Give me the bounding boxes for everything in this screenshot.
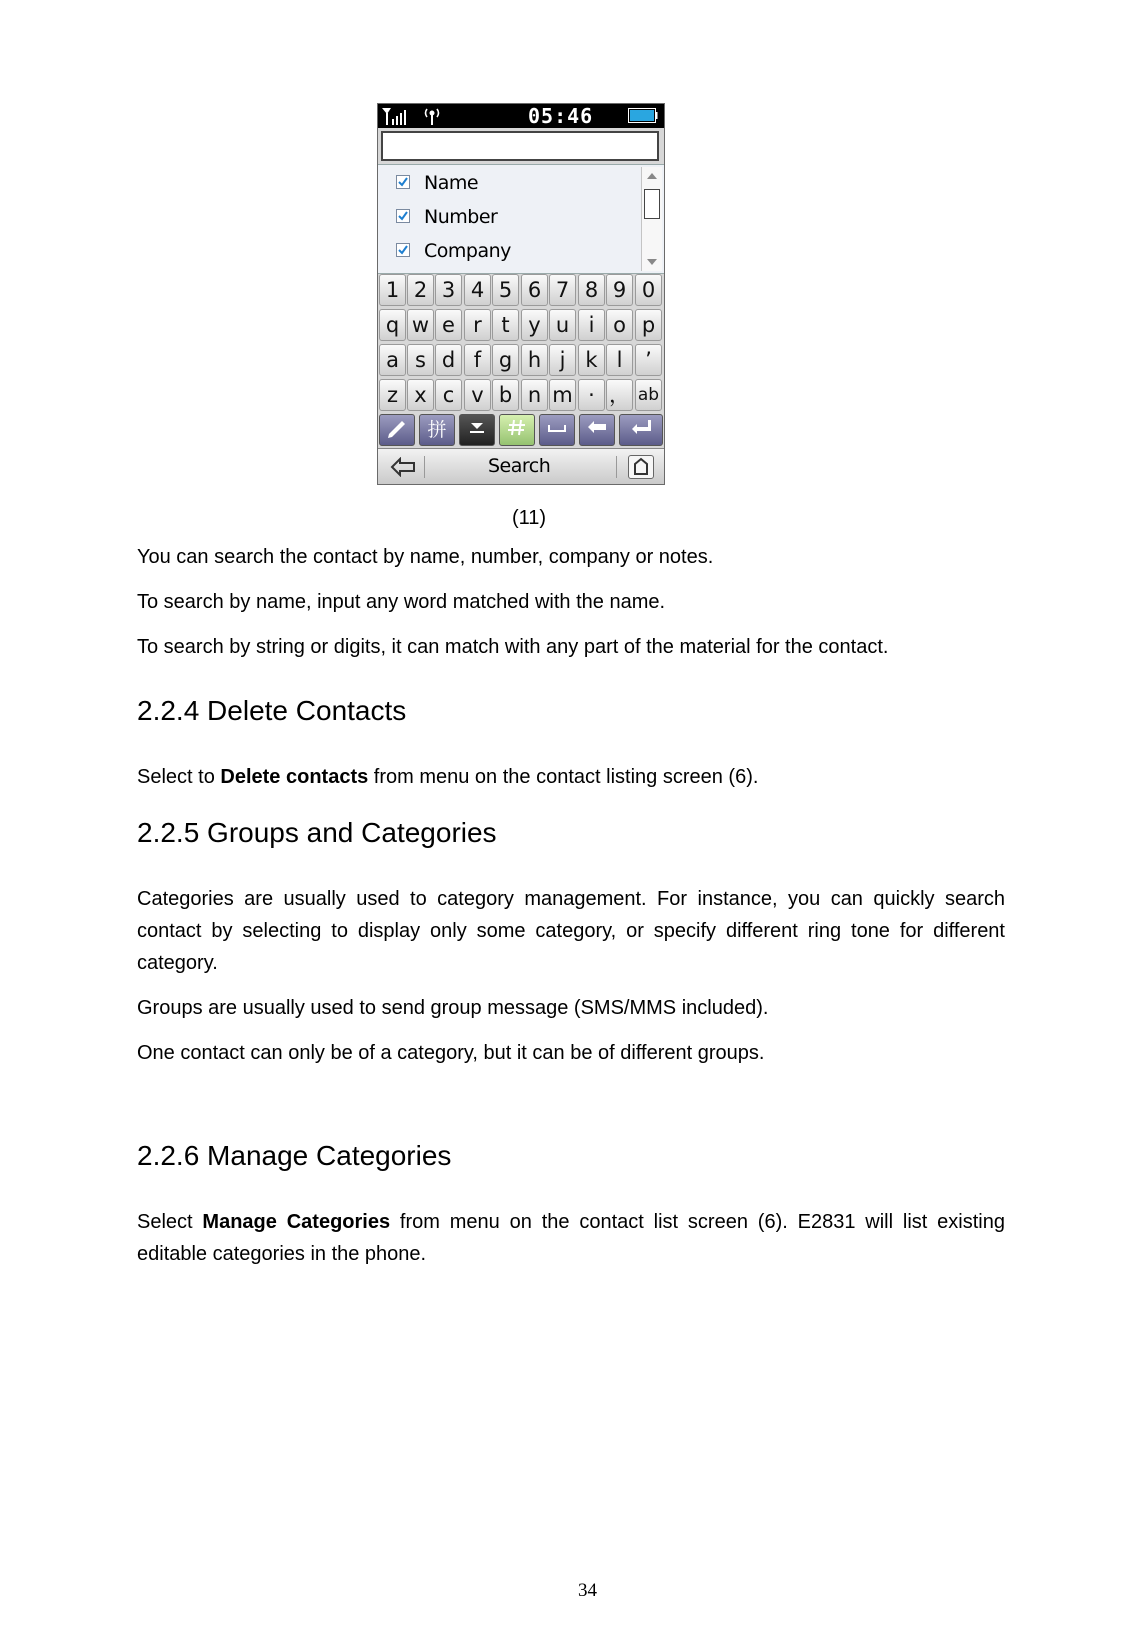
key[interactable]: 7 bbox=[549, 274, 576, 306]
key[interactable]: · bbox=[578, 379, 605, 411]
key[interactable]: 2 bbox=[407, 274, 434, 306]
paragraph: To search by name, input any word matched with the name. bbox=[137, 591, 666, 613]
key[interactable]: i bbox=[578, 309, 605, 341]
keyboard-row-functions bbox=[378, 413, 664, 448]
key[interactable]: t bbox=[492, 309, 519, 341]
home-icon[interactable] bbox=[628, 455, 654, 479]
key[interactable]: h bbox=[521, 344, 548, 376]
bold-term: Delete contacts bbox=[220, 766, 369, 788]
field-item-number[interactable] bbox=[378, 200, 640, 234]
key[interactable]: 0 bbox=[635, 274, 662, 306]
paragraph: To search by string or digits, it can match with any part of the material for the contact. bbox=[137, 636, 889, 658]
field-label: Number bbox=[424, 206, 498, 228]
key[interactable]: 5 bbox=[492, 274, 519, 306]
hide-keyboard-icon[interactable] bbox=[459, 414, 495, 446]
key[interactable]: d bbox=[435, 344, 462, 376]
key-ab[interactable]: ab bbox=[635, 379, 662, 411]
search-field-list bbox=[378, 164, 664, 274]
text: from menu on the contact list screen (6). E2831 will list existing editable categories in the phone. bbox=[137, 1211, 1005, 1265]
key[interactable]: 8 bbox=[578, 274, 605, 306]
search-input[interactable] bbox=[381, 131, 659, 161]
key[interactable]: l bbox=[606, 344, 633, 376]
key[interactable]: p bbox=[635, 309, 662, 341]
key[interactable]: n bbox=[521, 379, 548, 411]
text: from menu on the contact listing screen (6). bbox=[368, 766, 759, 788]
key[interactable]: c bbox=[435, 379, 462, 411]
paragraph: You can search the contact by name, number, company or notes. bbox=[137, 546, 714, 568]
back-arrow-icon[interactable] bbox=[390, 457, 418, 477]
field-label: Company bbox=[424, 240, 511, 262]
field-item-name[interactable] bbox=[378, 166, 640, 200]
key[interactable]: r bbox=[464, 309, 491, 341]
section-heading: 2.2.6 Manage Categories bbox=[137, 1140, 452, 1171]
key[interactable]: 1 bbox=[379, 274, 406, 306]
key[interactable]: a bbox=[379, 344, 406, 376]
pen-icon[interactable] bbox=[379, 414, 415, 446]
checkmark-icon bbox=[398, 245, 408, 255]
page-number: 34 bbox=[578, 1580, 597, 1601]
softkey-bar bbox=[378, 448, 664, 485]
scroll-thumb[interactable] bbox=[644, 189, 660, 219]
scroll-up-arrow-icon[interactable] bbox=[644, 169, 660, 183]
paragraph: One contact can only be of a category, but it can be of different groups. bbox=[137, 1042, 765, 1064]
key[interactable]: y bbox=[521, 309, 548, 341]
key[interactable]: j bbox=[549, 344, 576, 376]
key[interactable]: z bbox=[379, 379, 406, 411]
key[interactable]: ， bbox=[606, 379, 633, 411]
search-softkey[interactable]: Search bbox=[488, 455, 551, 477]
checkbox-number[interactable] bbox=[396, 209, 410, 223]
enter-icon[interactable] bbox=[619, 414, 663, 446]
key[interactable]: k bbox=[578, 344, 605, 376]
key[interactable]: 9 bbox=[606, 274, 633, 306]
pinyin-icon[interactable]: 拼 bbox=[419, 414, 455, 446]
checkbox-company[interactable] bbox=[396, 243, 410, 257]
checkbox-name[interactable] bbox=[396, 175, 410, 189]
key[interactable]: g bbox=[492, 344, 519, 376]
key[interactable]: x bbox=[407, 379, 434, 411]
signal-icon bbox=[382, 107, 408, 125]
keyboard-row-qwerty bbox=[378, 308, 664, 343]
section-heading: 2.2.4 Delete Contacts bbox=[137, 695, 407, 726]
status-time: 05:46 bbox=[528, 104, 594, 128]
key[interactable]: e bbox=[435, 309, 462, 341]
symbols-icon[interactable] bbox=[499, 414, 535, 446]
space-icon[interactable] bbox=[539, 414, 575, 446]
paragraph bbox=[137, 1206, 1005, 1270]
divider bbox=[616, 456, 617, 478]
key[interactable]: 4 bbox=[464, 274, 491, 306]
key[interactable]: 6 bbox=[521, 274, 548, 306]
battery-icon bbox=[628, 108, 658, 123]
key[interactable]: b bbox=[492, 379, 519, 411]
scroll-down-arrow-icon[interactable] bbox=[644, 255, 660, 269]
key[interactable]: ’ bbox=[635, 344, 662, 376]
backspace-icon[interactable] bbox=[579, 414, 615, 446]
keyboard-row-zxcv bbox=[378, 378, 664, 413]
paragraph bbox=[137, 761, 1005, 793]
figure-caption: (11) bbox=[511, 507, 547, 529]
antenna-icon bbox=[422, 107, 442, 125]
key[interactable]: v bbox=[464, 379, 491, 411]
paragraph: Categories are usually used to category management. For instance, you can quickly search contact by selecting to display only some category, or specify different ring tone for different category. bbox=[137, 888, 1005, 974]
field-item-company[interactable] bbox=[378, 234, 640, 268]
checkmark-icon bbox=[398, 211, 408, 221]
bold-term: Manage Categories bbox=[202, 1211, 391, 1233]
checkmark-icon bbox=[398, 177, 408, 187]
phone-screenshot bbox=[377, 103, 665, 485]
key[interactable]: w bbox=[407, 309, 434, 341]
key[interactable]: u bbox=[549, 309, 576, 341]
status-bar bbox=[378, 104, 664, 128]
key[interactable]: o bbox=[606, 309, 633, 341]
keyboard-row-asdf bbox=[378, 343, 664, 378]
text: Select bbox=[137, 1211, 203, 1233]
keyboard-row-digits bbox=[378, 273, 664, 308]
text: Select to bbox=[137, 766, 221, 788]
key[interactable]: 3 bbox=[435, 274, 462, 306]
paragraph: Groups are usually used to send group message (SMS/MMS included). bbox=[137, 997, 769, 1019]
key[interactable]: s bbox=[407, 344, 434, 376]
key[interactable]: m bbox=[549, 379, 576, 411]
key[interactable]: f bbox=[464, 344, 491, 376]
divider bbox=[424, 456, 425, 478]
key[interactable]: q bbox=[379, 309, 406, 341]
section-heading: 2.2.5 Groups and Categories bbox=[137, 817, 497, 848]
scrollbar[interactable] bbox=[641, 167, 662, 271]
field-label: Name bbox=[424, 172, 479, 194]
